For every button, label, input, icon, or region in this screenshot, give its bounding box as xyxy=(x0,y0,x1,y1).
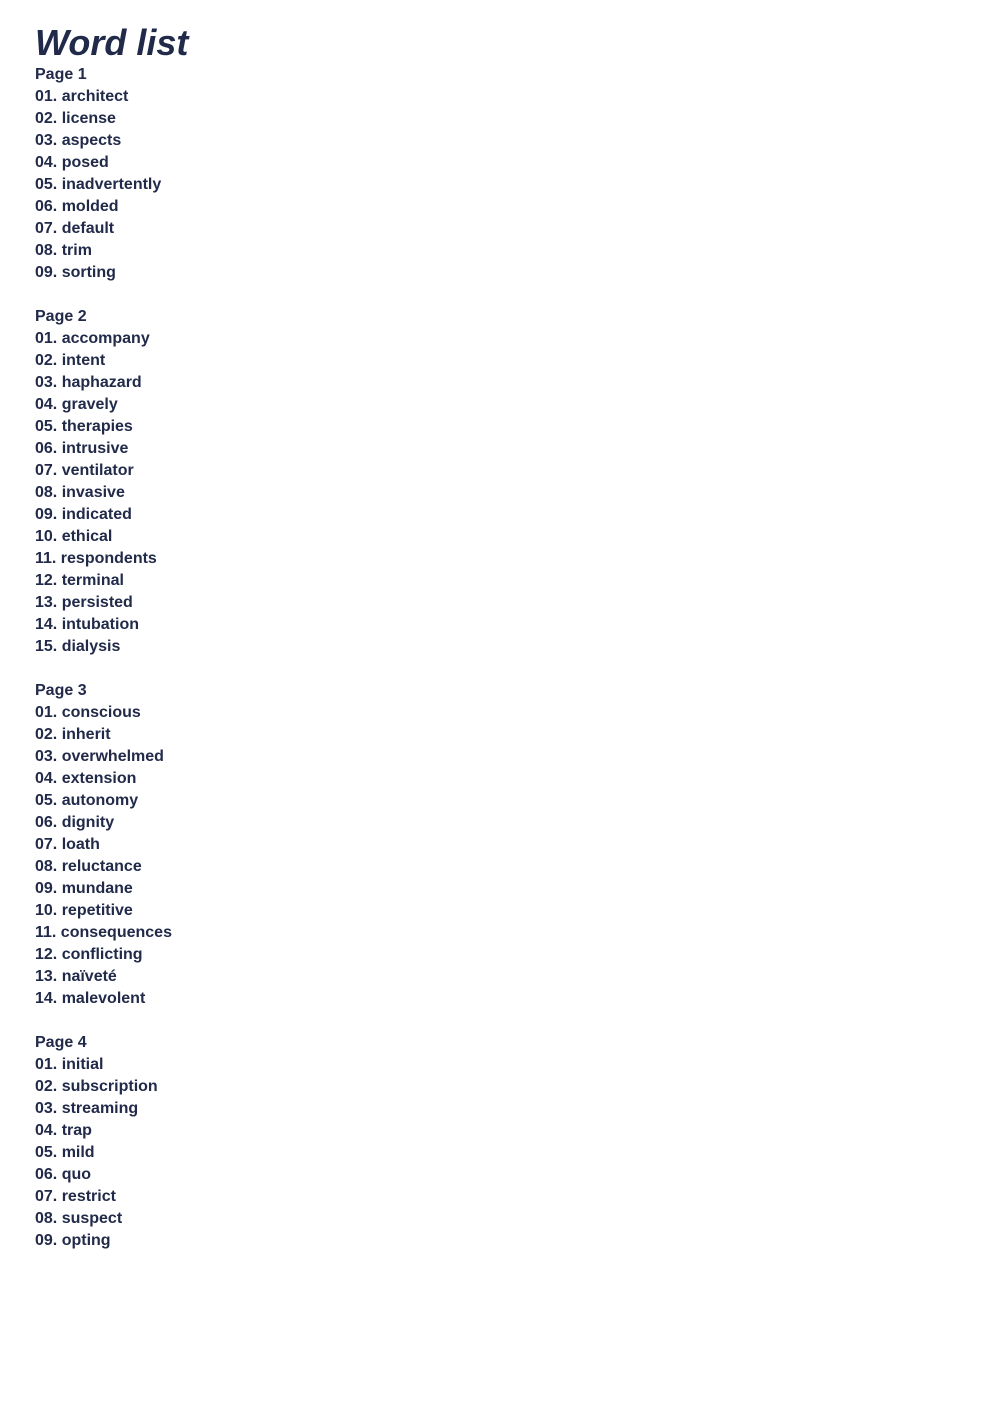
word-list xyxy=(35,1054,188,1252)
word-item: 01. accompany xyxy=(35,330,150,347)
word-item: 05. therapies xyxy=(35,418,133,435)
word-item: 09. opting xyxy=(35,1232,111,1249)
word-item: 03. aspects xyxy=(35,132,122,149)
word-item: 12. conflicting xyxy=(35,946,143,963)
word-item: 13. naïveté xyxy=(35,968,117,985)
word-item: 09. sorting xyxy=(35,264,116,281)
word-item: 05. mild xyxy=(35,1144,95,1161)
word-item: 01. initial xyxy=(35,1056,104,1073)
word-item: 12. terminal xyxy=(35,572,124,589)
word-item: 02. inherit xyxy=(35,726,111,743)
section-heading: Page 4 xyxy=(35,1034,87,1051)
word-section xyxy=(35,680,188,1010)
word-item: 08. trim xyxy=(35,242,92,259)
word-item: 06. molded xyxy=(35,198,119,215)
word-item: 07. loath xyxy=(35,836,100,853)
word-item: 09. mundane xyxy=(35,880,133,897)
word-item: 07. ventilator xyxy=(35,462,134,479)
word-item: 07. restrict xyxy=(35,1188,116,1205)
word-list-document xyxy=(35,22,188,1274)
word-item: 08. suspect xyxy=(35,1210,123,1227)
word-item: 03. streaming xyxy=(35,1100,139,1117)
word-item: 07. default xyxy=(35,220,115,237)
word-item: 09. indicated xyxy=(35,506,132,523)
sections-container xyxy=(35,64,188,1252)
word-item: 04. posed xyxy=(35,154,109,171)
word-section xyxy=(35,64,188,284)
word-item: 03. overwhelmed xyxy=(35,748,164,765)
word-item: 06. quo xyxy=(35,1166,92,1183)
word-item: 01. architect xyxy=(35,88,129,105)
word-item: 08. reluctance xyxy=(35,858,142,875)
word-item: 14. intubation xyxy=(35,616,139,633)
word-section xyxy=(35,1032,188,1252)
word-section xyxy=(35,306,188,658)
word-item: 04. gravely xyxy=(35,396,118,413)
word-item: 13. persisted xyxy=(35,594,133,611)
word-item: 04. trap xyxy=(35,1122,92,1139)
word-item: 02. subscription xyxy=(35,1078,158,1095)
word-item: 11. consequences xyxy=(35,924,172,941)
word-item: 11. respondents xyxy=(35,550,157,567)
word-item: 14. malevolent xyxy=(35,990,146,1007)
word-item: 06. dignity xyxy=(35,814,115,831)
word-item: 04. extension xyxy=(35,770,137,787)
section-heading: Page 3 xyxy=(35,682,87,699)
word-list xyxy=(35,86,188,284)
word-item: 08. invasive xyxy=(35,484,125,501)
word-item: 05. autonomy xyxy=(35,792,139,809)
word-item: 05. inadvertently xyxy=(35,176,162,193)
word-item: 15. dialysis xyxy=(35,638,121,655)
word-item: 10. ethical xyxy=(35,528,113,545)
word-item: 03. haphazard xyxy=(35,374,142,391)
section-heading: Page 2 xyxy=(35,308,87,325)
word-item: 02. intent xyxy=(35,352,106,369)
word-item: 01. conscious xyxy=(35,704,141,721)
word-item: 02. license xyxy=(35,110,116,127)
word-list xyxy=(35,328,188,658)
word-list xyxy=(35,702,188,1010)
section-heading: Page 1 xyxy=(35,66,87,83)
word-item: 06. intrusive xyxy=(35,440,129,457)
word-item: 10. repetitive xyxy=(35,902,133,919)
page-title: Word list xyxy=(35,22,189,63)
